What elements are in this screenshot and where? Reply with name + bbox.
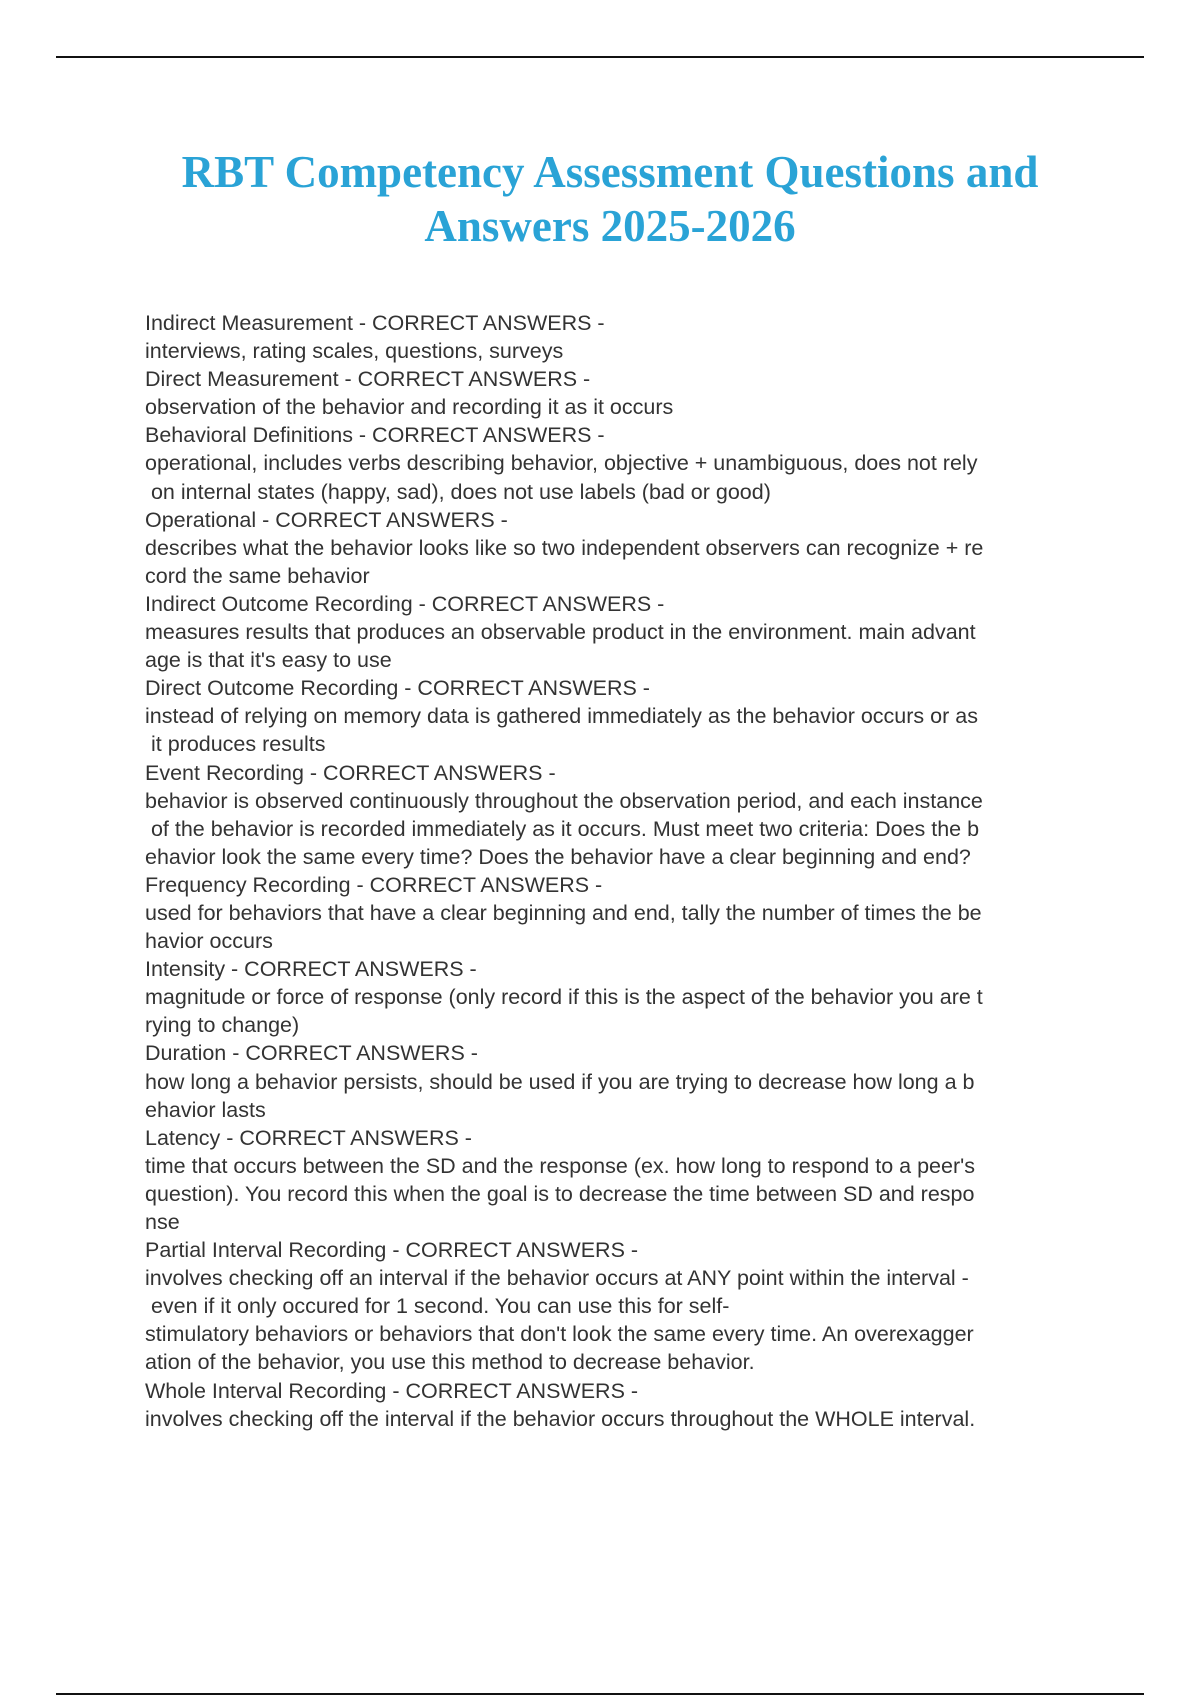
text-line: ehavior lasts	[145, 1097, 266, 1122]
text-line: involves checking off an interval if the behavior occurs at ANY point within the interval -	[145, 1266, 969, 1291]
text-line: even if it only occured for 1 second. You can use this for self-	[145, 1294, 730, 1319]
text-line: involves checking off the interval if the behavior occurs throughout the WHOLE interval.	[145, 1406, 976, 1431]
text-line: ehavior look the same every time? Does the behavior have a clear beginning and end?	[145, 844, 971, 869]
title-line-2: Answers 2025-2026	[424, 201, 796, 251]
text-line: time that occurs between the SD and the response (ex. how long to respond to a peer's	[145, 1153, 975, 1178]
text-line: age is that it's easy to use	[145, 648, 392, 673]
title-line-1: RBT Competency Assessment Questions and	[181, 147, 1039, 197]
text-line: Frequency Recording - CORRECT ANSWERS -	[145, 872, 603, 897]
footer-rule	[56, 1693, 1144, 1695]
text-line: instead of relying on memory data is gathered immediately as the behavior occurs or as	[145, 704, 978, 729]
text-line: it produces results	[145, 732, 326, 757]
text-line: Event Recording - CORRECT ANSWERS -	[145, 760, 556, 785]
text-line: cord the same behavior	[145, 563, 370, 588]
text-line: operational, includes verbs describing behavior, objective + unambiguous, does not rely	[145, 451, 978, 476]
text-line: describes what the behavior looks like so two independent observers can recognize + re	[145, 535, 984, 560]
text-line: magnitude or force of response (only record if this is the aspect of the behavior you are t	[145, 985, 983, 1010]
text-line: ation of the behavior, you use this method to decrease behavior.	[145, 1350, 755, 1375]
text-line: how long a behavior persists, should be used if you are trying to decrease how long a b	[145, 1069, 975, 1094]
text-line: behavior is observed continuously throughout the observation period, and each instance	[145, 788, 983, 813]
text-line: Duration - CORRECT ANSWERS -	[145, 1041, 478, 1066]
text-line: Direct Outcome Recording - CORRECT ANSWERS -	[145, 676, 650, 701]
text-line: Latency - CORRECT ANSWERS -	[145, 1125, 472, 1150]
text-line: of the behavior is recorded immediately as it occurs. Must meet two criteria: Does the b	[145, 816, 980, 841]
text-line: interviews, rating scales, questions, surveys	[145, 339, 564, 364]
text-line: Intensity - CORRECT ANSWERS -	[145, 957, 477, 982]
document-body	[145, 309, 1095, 1433]
text-line: Direct Measurement - CORRECT ANSWERS -	[145, 367, 591, 392]
text-line: Behavioral Definitions - CORRECT ANSWERS -	[145, 423, 605, 448]
text-line: measures results that produces an observable product in the environment. main advant	[145, 620, 976, 645]
text-line: Operational - CORRECT ANSWERS -	[145, 507, 508, 532]
text-line: Whole Interval Recording - CORRECT ANSWERS -	[145, 1378, 639, 1403]
text-line: observation of the behavior and recording it as it occurs	[145, 395, 674, 420]
text-line: used for behaviors that have a clear beginning and end, tally the number of times the be	[145, 900, 982, 925]
document-title	[140, 145, 1080, 253]
header-rule	[56, 56, 1144, 58]
text-line: on internal states (happy, sad), does not use labels (bad or good)	[145, 479, 771, 504]
text-line: Indirect Outcome Recording - CORRECT ANSWERS -	[145, 591, 665, 616]
text-line: nse	[145, 1210, 180, 1234]
text-line: Indirect Measurement - CORRECT ANSWERS -	[145, 311, 605, 335]
text-line: rying to change)	[145, 1013, 300, 1038]
text-line: havior occurs	[145, 929, 273, 954]
text-line: question). You record this when the goal is to decrease the time between SD and respo	[145, 1181, 975, 1206]
text-line: stimulatory behaviors or behaviors that don't look the same every time. An overexagger	[145, 1322, 974, 1347]
text-line: Partial Interval Recording - CORRECT ANSWERS -	[145, 1238, 639, 1263]
